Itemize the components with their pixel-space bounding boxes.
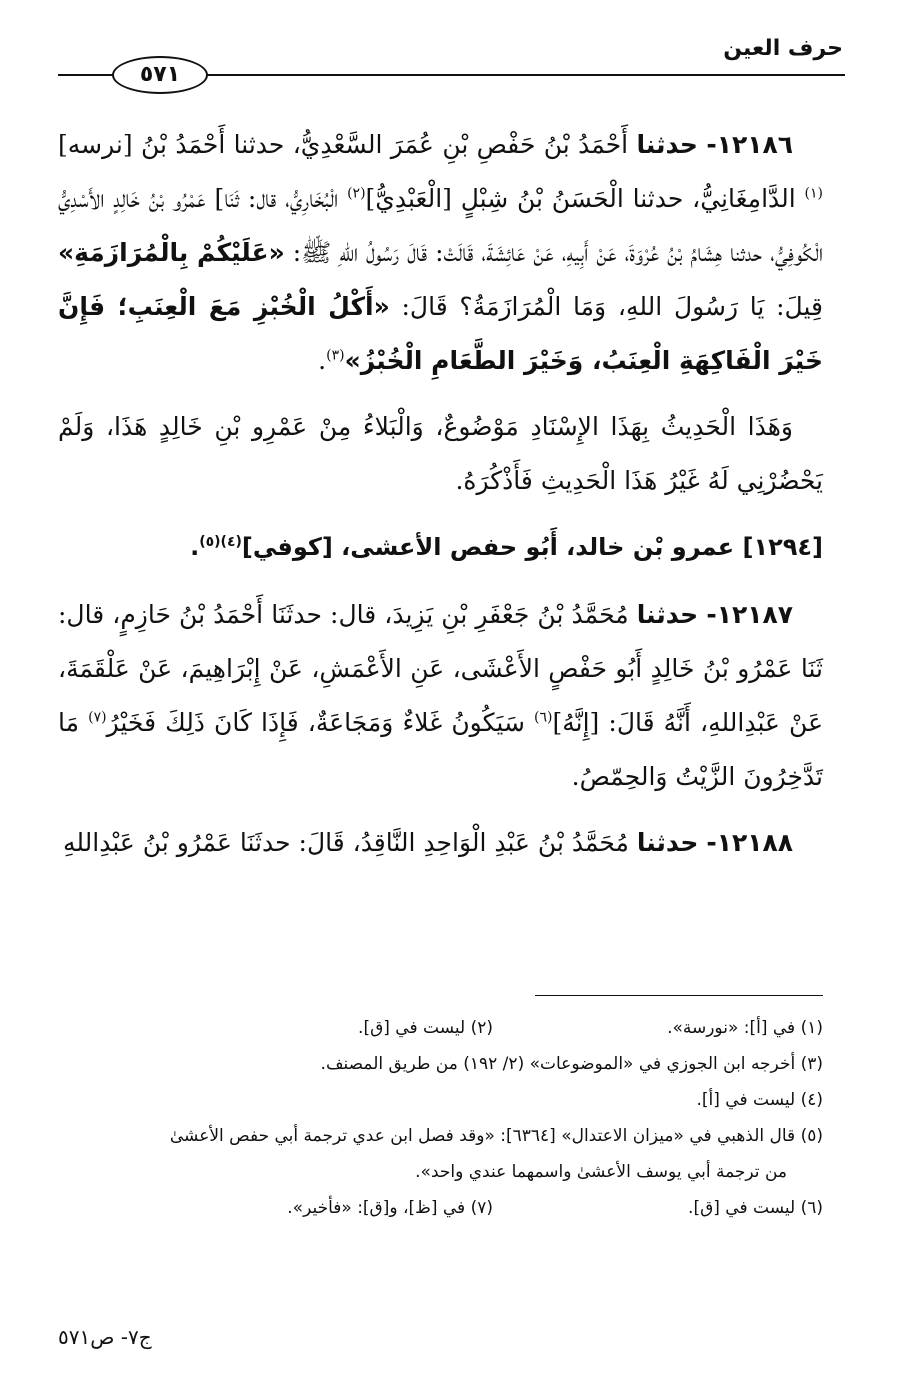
hadith-number: ١٢١٨٧- [706,600,793,629]
footnote-row [58,1118,823,1154]
isnad-text: أَحْمَدُ بْنُ حَفْصِ بْنِ عُمَرَ السَّعْدِيُّ، حدثنا أَحْمَدُ بْنُ [نرسه] [58,130,629,159]
footnote-ref-1: (١) [804,185,824,202]
hadith-12187 [58,588,823,804]
footnote-ref-7: (٧) [88,709,107,726]
commentary: وَهَذَا الْحَدِيثُ بِهَذَا الإِسْنَادِ مَوْضُوعٌ، وَالْبَلاءُ مِنْ عَمْرِو بْنِ خَالِدٍ هَذَا، وَلَمْ يَحْضُرْنِي لَهُ غَيْرُ هَذَا الْحَدِيثِ فَأَذْكُرَهُ. [58,412,823,495]
footnote-row [58,1046,823,1082]
footnote-rule [535,995,823,996]
footnote-row [58,1010,823,1046]
hadith-lead: حدثنا [636,600,699,629]
period: . [190,533,200,561]
hadith-text: قِيلَ: يَا رَسُولَ اللهِ، وَمَا الْمُرَازَمَةُ؟ قَالَ: [401,292,823,321]
matn-text: «عَلَيْكُمْ بِالْمُرَازَمَةِ» [58,238,285,267]
footnote-row [58,1190,823,1226]
hadith-text: مُحَمَّدُ بْنُ عَبْدِ الْوَاحِدِ النَّاقِدُ، قَالَ: حدثَنَا عَمْرُو بْنُ عَبْدِاللهِ [62,828,629,857]
footnotes [58,1010,823,1226]
footnote-5-continued: من ترجمة أبي يوسف الأعشىٰ واسمهما عندي واحد». [415,1162,787,1182]
footnote-6: (٦) ليست في [ق]. [688,1198,823,1218]
matn-text: «أَكْلُ الْخُبْزِ مَعَ الْعِنَبِ؛ فَإِنَّ خَيْرَ الْفَاكِهَةِ الْعِنَبُ، وَخَيْرَ الطَّعَامِ الْخُبْزُ» [58,292,823,375]
hadith-12188 [58,816,823,870]
hadith-number: ١٢١٨٨- [706,828,793,857]
footnote-2: (٢) ليست في [ق]. [358,1018,493,1038]
footnote-ref-4-5: (٤)(٥) [199,534,242,550]
footnote-1: (١) في [أ]: «نورسة». [667,1018,823,1038]
hadith-lead: حدثنا [636,130,698,159]
hadith-text: مَا تَدَّخِرُونَ الزَّيْتُ وَالحِمّصُ. [58,708,823,791]
hadith-lead: حدثنا [636,828,699,857]
volume-page-reference: ج٧- ص٥٧١ [58,1325,152,1349]
page-number-oval [112,56,208,94]
entry-title: [١٢٩٤] عمرو بْن خالد، أَبُو حفص الأعشى، [كوفي] [241,533,823,561]
hadith-text: مُحَمَّدُ بْنُ جَعْفَرِ بْنِ يَزِيدَ، قال: حدثَنَا أَحْمَدُ بْنُ حَازِمٍ، قال: ثَنَا عَمْرُو بْنُ خَالِدٍ أَبُو حَفْصٍ الأَعْشَى، عَنِ الأَعْمَشِ، عَنْ إِبْرَاهِيمَ، عَنْ عَلْقَمَةَ، عَنْ عَبْدِاللهِ، أَنَّهُ قَالَ: [إِنَّهُ] [58,600,824,737]
footnote-7: (٧) في [ظ]، و[ق]: «فأخير». [287,1198,493,1218]
footnote-ref-2: (٢) [347,185,366,202]
page-number: ٥٧١ [139,62,181,87]
hadith-text: سَيَكُونُ غَلاءٌ وَمَجَاعَةٌ، فَإِذَا كَانَ ذَلِكَ فَخَيْرُ [106,708,525,737]
footnote-4: (٤) ليست في [أ]. [696,1090,823,1110]
footnote-5: (٥) قال الذهبي في «ميزان الاعتدال» [٦٣٦٤]: «وقد فصل ابن عدي ترجمة أبي حفص الأعشىٰ [169,1126,823,1146]
hadith-number: ١٢١٨٦- [706,130,793,159]
entry-heading-1294 [58,520,823,574]
main-text [58,118,823,882]
footnote-3: (٣) أخرجه ابن الجوزي في «الموضوعات» (٢/ ١٩٢) من طريق المصنف. [320,1054,823,1074]
isnad-text: الْبُخَارِيُّ، قال: ثَنَا] عَمْرُو بْنُ خَالِدٍ الأَسْدِيُّ الْكُوفِيُّ، حدثنا هِشَامُ بْنُ عُرْوَةَ، عَنْ أَبِيهِ، عَنْ عَائِشَةَ، قَالَتْ: قَالَ رَسُولُ اللهِ ﷺ: [58,184,823,267]
footnote-row [58,1154,823,1190]
footnote-ref-3: (٣) [326,347,345,364]
footnote-ref-6: (٦) [534,709,553,726]
isnad-text: الدَّامِغَانِيُّ، حدثنا الْحَسَنُ بْنُ شِبْلٍ [الْعَبْدِيُّ] [365,184,796,213]
chapter-title: حرف العين [723,36,843,61]
period: . [318,346,327,375]
footnote-row [58,1082,823,1118]
hadith-12186 [58,118,823,388]
